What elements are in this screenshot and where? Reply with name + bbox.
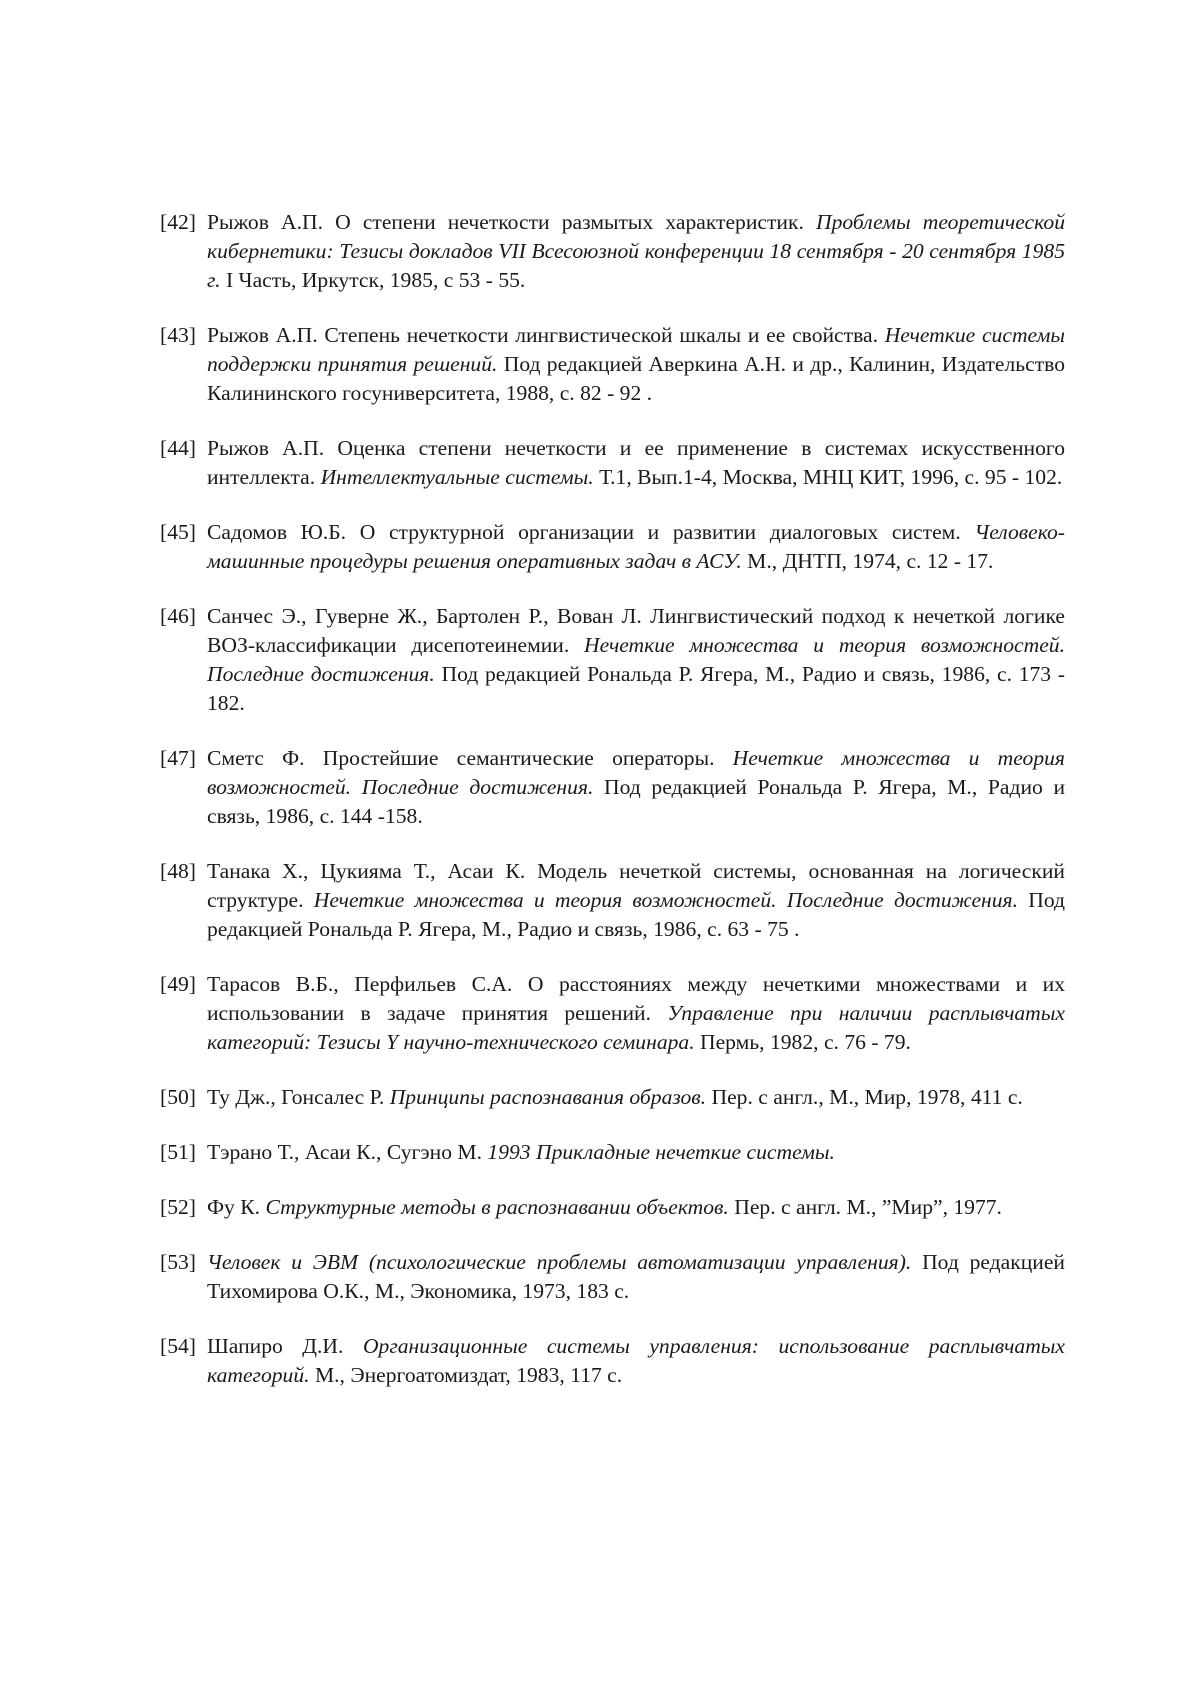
reference-details: Под редакцией Рональда Р. Ягера, М., Радио и связь, 1986, с. 63 - 75 . (207, 888, 1065, 941)
reference-details: Сметс Ф. Простейшие семантические операторы. (207, 746, 733, 770)
reference-details: Под редакцией Тихомирова О.К., М., Экономика, 1973, 183 с. (207, 1250, 1065, 1303)
reference-number: [49] (160, 972, 196, 996)
reference-details: Пермь, 1982, с. 76 - 79. (694, 1030, 911, 1054)
reference-entry (160, 602, 1065, 718)
reference-details: Тэрано Т., Асаи К., Сугэно М. (207, 1140, 488, 1164)
reference-details: Фу К. (207, 1195, 266, 1219)
reference-entry (160, 857, 1065, 944)
reference-details: Рыжов А.П. Оценка степени нечеткости и ее применение в системах искусственного интеллекта. (207, 436, 1065, 489)
reference-details: М., ДНТП, 1974, с. 12 - 17. (741, 549, 994, 573)
reference-text (207, 1250, 1065, 1303)
reference-entry (160, 970, 1065, 1057)
reference-details: Рыжов А.П. Степень нечеткости лингвистической шкалы и ее свойства. (207, 323, 885, 347)
reference-details: Ту Дж., Гонсалес Р. (207, 1085, 390, 1109)
reference-number: [54] (160, 1334, 196, 1358)
reference-details: Танака Х., Цукияма Т., Асаи К. Модель нечеткой системы, основанная на логический структуре. (207, 859, 1065, 912)
reference-title: Управление при наличии расплывчатых категорий: Тезисы Y научно-технического семинара. (207, 1001, 1065, 1054)
bibliography-list (160, 208, 1065, 1416)
reference-number: [51] (160, 1140, 196, 1164)
reference-details: Т.1, Вып.1-4, Москва, МНЦ КИТ, 1996, с. 95 - 102. (593, 465, 1063, 489)
reference-entry (160, 1083, 1065, 1112)
reference-title: Интеллектуальные системы. (320, 465, 594, 489)
reference-entry (160, 1332, 1065, 1390)
reference-text (207, 746, 1065, 828)
reference-title: Структурные методы в распознавании объектов. (265, 1195, 729, 1219)
reference-number: [45] (160, 520, 196, 544)
reference-text (207, 604, 1065, 715)
reference-details: Санчес Э., Гуверне Ж., Бартолен Р., Вован Л. Лингвистический подход к нечеткой логике ВОЗ-классификации дисепотеинемии. (207, 604, 1065, 657)
reference-title: Организационные системы управления: использование расплывчатых категорий. (207, 1334, 1065, 1387)
reference-title: Человек и ЭВМ (психологические проблемы автоматизации управления). (207, 1250, 912, 1274)
reference-title: Нечеткие множества и теория возможностей. Последние достижения. (207, 633, 1065, 686)
reference-entry (160, 744, 1065, 831)
reference-number: [47] (160, 746, 196, 770)
reference-text (207, 1140, 835, 1164)
reference-title: Человеко-машинные процедуры решения оперативных задач в АСУ. (207, 520, 1065, 573)
reference-title: Проблемы теоретической кибернетики: Тезисы докладов VII Всесоюзной конференции 18 сентября - 20 сентября 1985 г. (207, 210, 1065, 292)
reference-title: 1993 Прикладные нечеткие системы. (487, 1140, 835, 1164)
reference-details: Пер. с англ. М., ”Мир”, 1977. (728, 1195, 1002, 1219)
reference-entry (160, 434, 1065, 492)
reference-entry (160, 208, 1065, 295)
reference-details: М., Энергоатомиздат, 1983, 117 с. (309, 1363, 623, 1387)
reference-details: Рыжов А.П. О степени нечеткости размытых характеристик. (207, 210, 816, 234)
reference-details: Под редакцией Аверкина А.Н. и др., Калинин, Издательство Калининского госуниверситета, 1988, с. 82 - 92 . (207, 352, 1065, 405)
reference-title: Нечеткие множества и теория возможностей. Последние достижения. (207, 746, 1065, 799)
reference-text (207, 1085, 1023, 1109)
reference-text (207, 323, 1065, 405)
reference-details: Под редакцией Рональда Р. Ягера, М., Радио и связь, 1986, с. 173 - 182. (207, 662, 1065, 715)
reference-number: [53] (160, 1250, 196, 1274)
reference-number: [43] (160, 323, 196, 347)
reference-entry (160, 1193, 1065, 1222)
reference-details: Садомов Ю.Б. О структурной организации и развитии диалоговых систем. (207, 520, 975, 544)
reference-text (207, 210, 1065, 292)
reference-title: Нечеткие системы поддержки принятия решений. (207, 323, 1065, 376)
reference-title: Принципы распознавания образов. (389, 1085, 707, 1109)
reference-number: [48] (160, 859, 196, 883)
reference-number: [52] (160, 1195, 196, 1219)
reference-number: [50] (160, 1085, 196, 1109)
reference-details: I Часть, Иркутск, 1985, с 53 - 55. (220, 268, 526, 292)
reference-title: Нечеткие множества и теория возможностей. Последние достижения. (313, 888, 1018, 912)
reference-details: Шапиро Д.И. (207, 1334, 363, 1358)
reference-text (207, 1334, 1065, 1387)
reference-text (207, 520, 1065, 573)
reference-details: Тарасов В.Б., Перфильев С.А. О расстояниях между нечеткими множествами и их использовании в задаче принятия решений. (207, 972, 1065, 1025)
reference-number: [42] (160, 210, 196, 234)
reference-number: [46] (160, 604, 196, 628)
reference-entry (160, 1248, 1065, 1306)
reference-entry (160, 518, 1065, 576)
reference-text (207, 436, 1065, 489)
reference-details: Под редакцией Рональда Р. Ягера, М., Радио и связь, 1986, с. 144 -158. (207, 775, 1065, 828)
reference-text (207, 1195, 1002, 1219)
reference-entry (160, 321, 1065, 408)
reference-text (207, 972, 1065, 1054)
reference-entry (160, 1138, 1065, 1167)
reference-number: [44] (160, 436, 196, 460)
reference-details: Пер. с англ., М., Мир, 1978, 411 с. (706, 1085, 1023, 1109)
reference-text (207, 859, 1065, 941)
